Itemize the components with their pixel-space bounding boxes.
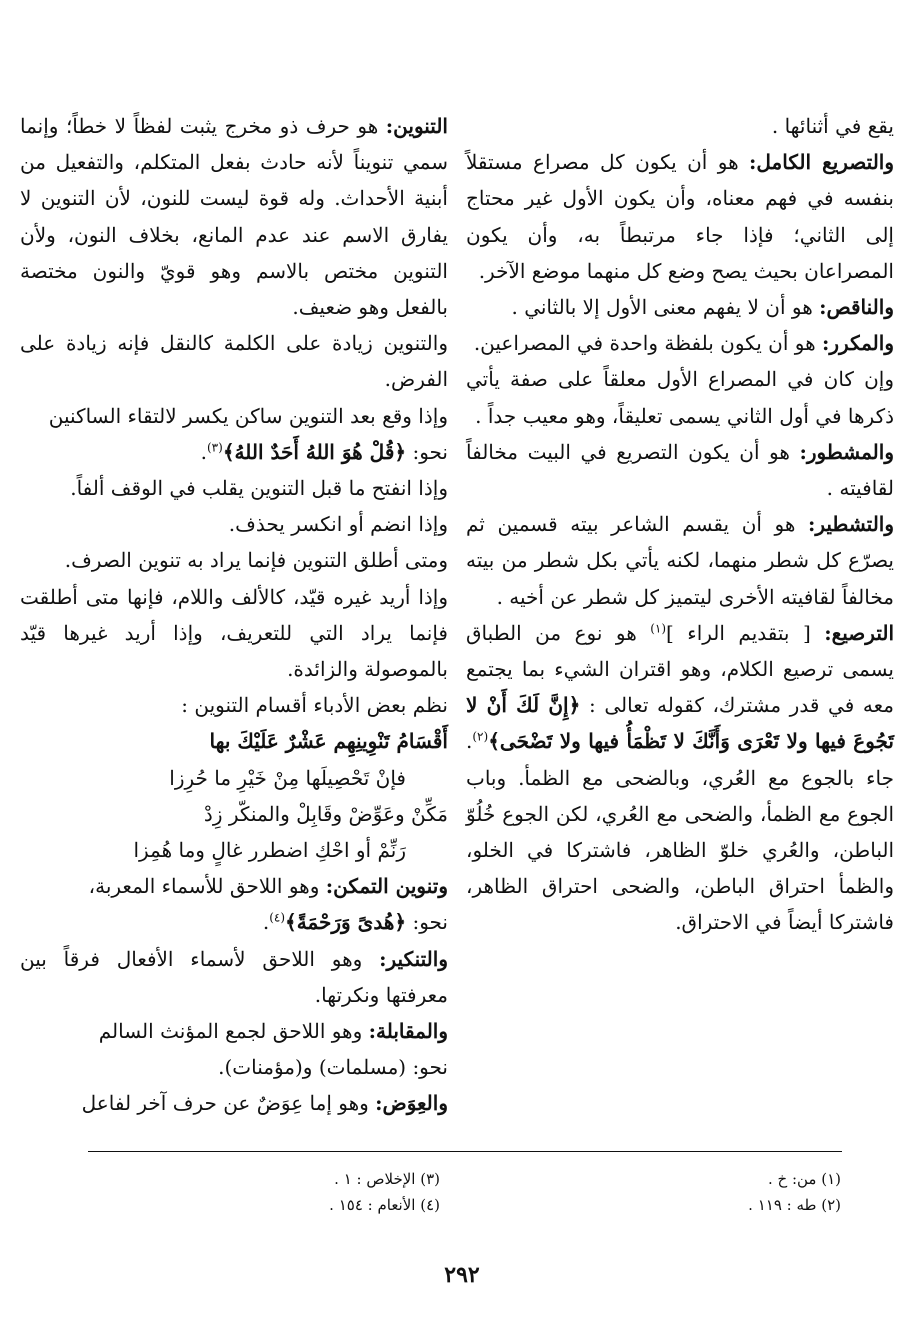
paragraph <box>466 434 894 506</box>
quran-quote: ﴿إِنَّ لَكَ أَنْ لا تَجُوعَ فيها ولا تَعْرَى وَأَنَّكَ لا تَظْمَأُ فيها ولا تَضْحَى﴾ <box>466 693 894 754</box>
footnote-ref: (٢) <box>472 729 489 744</box>
paragraph-text: وإذا انضم أو انكسر يحذف. <box>228 512 448 537</box>
paragraph-text: وإذا أريد غيره قيّد، كالألف واللام، فإنها متى أطلقت فإنما يراد التي للتعريف، وإذا أريد غيرها قيّد بالموصولة والزائدة. <box>20 584 448 682</box>
paragraph <box>20 904 448 940</box>
paragraph-text: نحو: <box>406 439 448 464</box>
paragraph-text: نحو: (مسلمات) و(مؤمنات). <box>218 1055 448 1080</box>
paragraph-text: هو نوع من الطباق يسمى ترصيع الكلام، وهو اقتران الشيء بما يجتمع معه في قدر مشترك، كقوله تعالى : <box>466 620 894 718</box>
paragraph-text: هو أن لا يفهم معنى الأول إلا بالثاني . <box>511 295 820 320</box>
paragraph <box>466 325 894 361</box>
paragraph <box>466 361 894 433</box>
paragraph-text: . <box>200 439 207 464</box>
footnotes-right <box>466 1166 841 1218</box>
paragraph-text: وإن كان في المصراع الأول معلقاً على صفة يأتي ذكرها في أول الثاني يسمى تعليقاً، وهو معيب جداً . <box>466 367 894 428</box>
term-heading: وتنوين التمكن: <box>325 874 448 899</box>
paragraph <box>20 579 448 688</box>
poem-line: أَقْسَامُ تَنْوِينِهِم عَشْرٌ عَلَيْكَ بها <box>209 729 448 754</box>
paragraph-text: [ بتقديم الراء ] <box>666 620 825 645</box>
paragraph <box>20 941 448 1013</box>
paragraph <box>466 108 894 144</box>
footnote: (٣) الإخلاص : ١ . <box>334 1170 440 1188</box>
footnote: (٢) طه : ١١٩ . <box>748 1196 841 1214</box>
page-number: ٢٩٢ <box>444 1262 480 1288</box>
term-heading: والمشطور: <box>799 439 894 464</box>
paragraph-text: وهو اللاحق لأسماء الأفعال فرقاً بين معرفتها ونكرتها. <box>20 946 448 1007</box>
paragraph-text: هو أن يكون التصريع في البيت مخالفاً لقافيته . <box>466 439 894 501</box>
footnote-divider <box>88 1151 842 1152</box>
term-heading: والتشطير: <box>807 512 894 537</box>
paragraph-text: وإذا وقع بعد التنوين ساكن يكسر لالتقاء الساكنين <box>48 403 448 428</box>
term-heading: والعِوَض: <box>375 1091 448 1116</box>
footnote-ref: (١) <box>650 621 667 636</box>
paragraph <box>20 868 448 904</box>
paragraph <box>466 615 894 941</box>
paragraph <box>466 506 894 615</box>
footnote-ref: (٣) <box>206 440 223 455</box>
left-column <box>20 108 448 1122</box>
poem <box>20 723 448 868</box>
paragraph-text: والتنوين زيادة على الكلمة كالنقل فإنه زيادة على الفرض. <box>20 331 448 392</box>
term-heading: والتنكير: <box>379 946 448 971</box>
paragraph-text: وهو اللاحق لجمع المؤنث السالم <box>98 1019 369 1044</box>
footnote: (١) من: خ . <box>767 1170 841 1188</box>
paragraph-text: هو أن يكون كل مصراع مستقلاً بنفسه في فهم معناه، وأن يكون الأول غير محتاج إلى الثاني؛ فإذا جاء مرتبطاً به، وأن يكون المصراعان بحيث يصح وضع كل منهما موضع الآخر. <box>466 150 894 283</box>
term-heading: والناقص: <box>819 295 894 320</box>
paragraph-text: نظم بعض الأدباء أقسام التنوين : <box>181 693 448 718</box>
poem-line: فإنْ تَحْصِيلَها مِنْ خَيْرِ ما حُرِزا <box>169 765 406 790</box>
paragraph <box>20 1049 448 1085</box>
paragraph-text: . <box>262 910 270 935</box>
paragraph <box>20 434 448 470</box>
paragraph <box>20 1085 448 1121</box>
paragraph <box>20 506 448 542</box>
paragraph-text: وهو اللاحق للأسماء المعربة، <box>88 874 326 899</box>
term-heading: والتصريع الكامل: <box>749 150 894 175</box>
footnotes-left <box>100 1166 440 1218</box>
poem-line: مَكِّنْ وعَوِّضْ وقَابِلْ والمنكّر زِدْ <box>203 801 448 826</box>
footnote: (٤) الأنعام : ١٥٤ . <box>329 1196 440 1214</box>
paragraph-text: هو أن يقسم الشاعر بيته قسمين ثم يصرّع كل شطر منهما، لكنه يأتي بكل شطر من بيته مخالفاً لقافيته الأخرى ليتميز كل شطر عن أخيه . <box>466 512 894 609</box>
paragraph-text: وهو إما عِوَضٌ عن حرف آخر لفاعل <box>81 1091 376 1116</box>
term-heading: الترصيع: <box>824 620 894 645</box>
term-heading: التنوين: <box>385 114 448 138</box>
paragraph-text: هو حرف ذو مخرج يثبت لفظاً لا خطاً؛ وإنما سمي تنويناً لأنه حادث بفعل المتكلم، والتفعيل من أبنية الأحداث. وله قوة ليست للنون، لأن التنوين لا يفارق الاسم عند عدم المانع، بخلاف النون، ولأن التنوين مختص بالاسم وهو قويّ والنون مختصة بالفعل وهو ضعيف. <box>20 114 448 320</box>
paragraph <box>20 1013 448 1049</box>
term-heading: والمكرر: <box>822 331 894 356</box>
quran-quote: ﴿قُلْ هُوَ اللهُ أَحَدٌ اللهُ﴾ <box>222 439 407 464</box>
paragraph <box>20 325 448 397</box>
poem-line: رَنِّمْ أو احْكِ اضطرر غالٍ وما هُمِزا <box>133 838 406 863</box>
quran-quote: ﴿هُدىً وَرَحْمَةً﴾ <box>285 910 407 935</box>
paragraph-text: هو أن يكون بلفظة واحدة في المصراعين. <box>473 331 822 356</box>
paragraph-text: نحو: <box>406 910 448 935</box>
paragraph <box>20 108 448 325</box>
paragraph-text: وإذا انفتح ما قبل التنوين يقلب في الوقف ألفاً. <box>70 476 448 501</box>
right-column <box>466 108 894 941</box>
paragraph <box>20 687 448 723</box>
paragraph <box>20 470 448 506</box>
paragraph <box>466 289 894 325</box>
paragraph-text: يقع في أثنائها . <box>771 114 894 138</box>
paragraph <box>20 398 448 434</box>
footnote-ref: (٤) <box>269 910 286 925</box>
paragraph-text: ومتى أطلق التنوين فإنما يراد به تنوين الصرف. <box>64 548 448 573</box>
term-heading: والمقابلة: <box>368 1019 448 1044</box>
paragraph <box>20 542 448 578</box>
paragraph <box>466 144 894 289</box>
paragraph-text: . جاء بالجوع مع العُري، وبالضحى مع الظمأ. وباب الجوع مع الظمأ، والضحى مع العُري، لكن الجوع خُلُوّ الباطن، والعُري خلوّ الظاهر، فاشتركا في الخلو، والظمأ احتراق الباطن، والضحى احتراق الظاهر، فاشتركا أيضاً في الاحتراق. <box>466 729 894 935</box>
